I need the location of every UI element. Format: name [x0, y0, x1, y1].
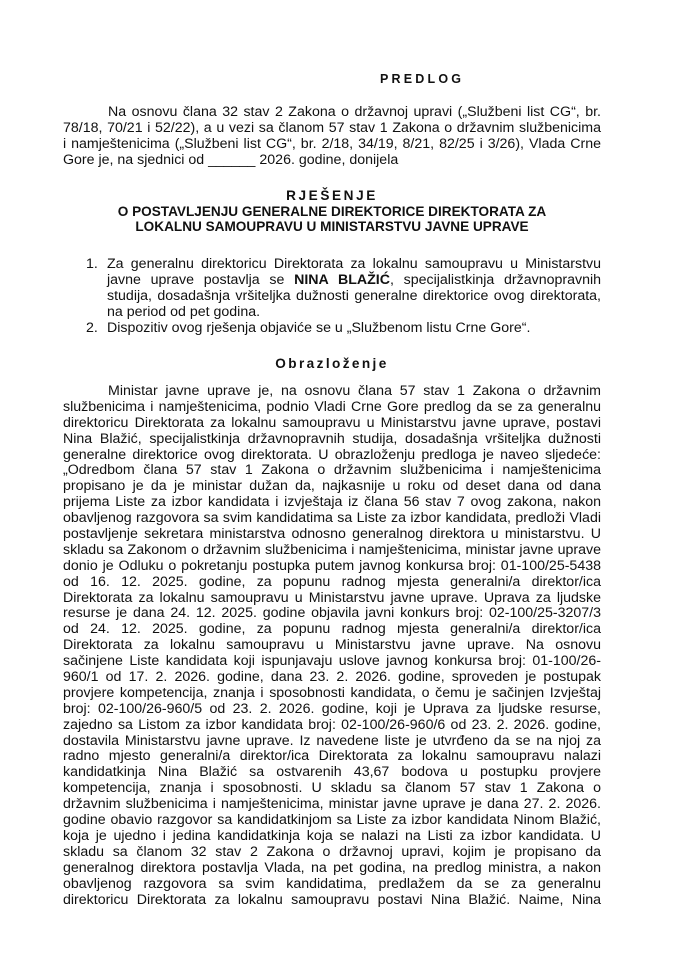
item-line: Dispozitiv ovog rješenja objaviće se u „Službenom listu Crne Gore“.: [107, 320, 531, 336]
decision-title: [63, 188, 601, 235]
decision-item: [86, 320, 601, 336]
reasoning-line: koja je ujedno i jedina kandidatkinja koja se nalazi na Listi za izbor kandidata. U: [63, 827, 601, 844]
reasoning-line: skladu sa Zakonom o državnim službenicima i namještenicima, ministar javne uprave: [63, 541, 601, 558]
reasoning-heading: Obrazloženje: [275, 356, 389, 371]
reasoning-line: državnim službenicima i namještenicima, ministar javne uprave je dana 27. 2. 2026.: [63, 796, 601, 813]
item-line: Za generalnu direktoricu Direktorata za lokalnu samoupravu u Ministarstvu: [107, 256, 601, 272]
reasoning-line: Direktorata za lokalnu samoupravu u Ministarstvu javne uprave. Uprava za ljudske: [63, 589, 601, 606]
item-line: [107, 272, 601, 288]
reasoning-line: godine obavio razgovor sa kandidatkinjom sa Liste za izbor kandidata Ninom Blažić,: [63, 812, 601, 829]
decision-item: [86, 256, 601, 320]
reasoning-line: Direktorata za lokalnu samoupravu u Ministarstvu javne uprave. Na osnovu: [63, 637, 601, 654]
reasoning-line: dostavila Ministarstvu javne uprave. Iz navedene liste je utvrđeno da se na njoj za: [63, 732, 601, 749]
reasoning-line: generalne direktorice ovog direktorata. U obrazloženju predloga je naveo sljedeće:: [63, 446, 601, 463]
reasoning-line: kompetencija, znanja i sposobnosti. U skladu sa članom 57 stav 1 Zakona o: [63, 780, 601, 797]
reasoning-line: provjere kompetencija, znanja i sposobnosti kandidata, o čemu je sačinjen Izvještaj: [63, 684, 601, 701]
item-number: 2.: [86, 320, 98, 336]
preamble-line: Gore je, na sjednici od ______ 2026. godine, donijela: [63, 152, 399, 168]
reasoning-line: direktoricu Direktorata za lokalnu samoupravu u Ministarstvu javne uprave, postavi: [63, 414, 601, 431]
reasoning-line: od 24. 12. 2025. godine, za popunu radnog mjesta generalni/a direktor/ica: [63, 621, 601, 638]
reasoning-line: resurse je dana 24. 12. 2025. godine objavila javni konkurs broj: 02-100/25-3207/3: [63, 605, 601, 622]
reasoning-line: obavljenog razgovora sa svim kandidatima, predlažem da se za generalnu: [63, 875, 601, 892]
reasoning-line: propisano je da je ministar dužan da, najkasnije u roku od deset dana od dana: [63, 478, 601, 495]
reasoning-line: službenicima i namještenicima, podnio Vladi Crne Gore predlog da se za generalnu: [63, 398, 601, 415]
item-line: na period od pet godina.: [107, 304, 261, 320]
preamble-line: i namještenicima („Službeni list CG“, br. 2/18, 34/19, 8/21, 82/25 i 3/26), Vlada Crne: [63, 136, 601, 152]
decision-heading: RJEŠENJE: [286, 188, 378, 203]
reasoning-line: kandidatkinja Nina Blažić sa ostvarenih 43,67 bodova u postupku provjere: [63, 764, 601, 781]
item-number: 1.: [86, 256, 98, 272]
reasoning-line: „Odredbom člana 57 stav 1 Zakona o državnim službenicima i namještenicima: [63, 462, 601, 479]
reasoning-line: sačinjene Liste kandidata koji ispunjavaju uslove javnog konkursa broj: 01-100/26-: [63, 653, 601, 670]
reasoning-line: Nina Blažić, specijalistkinja državnopravnih studija, dosadašnja vršiteljka dužnosti: [63, 430, 601, 447]
reasoning-line: broj: 02-100/26-960/5 od 23. 2. 2026. godine, koji je Uprava za ljudske resurse,: [63, 700, 601, 717]
decision-subtitle-line: O POSTAVLJENJU GENERALNE DIREKTORICE DIREKTORATA ZA: [117, 203, 547, 219]
decision-items-list: [86, 256, 601, 336]
reasoning-line: postavljenje sekretara ministarstva odnosno generalnog direktora u ministarstvu. U: [63, 526, 601, 543]
preamble-line: 78/18, 70/21 i 52/22), a u vezi sa članom 57 stav 1 Zakona o državnim službenicima: [63, 120, 601, 136]
item-text: , specijalistkinja državnopravnih: [389, 272, 602, 288]
reasoning-line: obavljenog razgovora sa svim kandidatima sa Liste za izbor kandidata, predloži Vladi: [63, 510, 601, 527]
reasoning-line: direktoricu Direktorata za lokalnu samoupravu postavi Nina Blažić. Naime, Nina: [63, 891, 601, 908]
reasoning-line: radno mjesto generalni/a direktor/ica Direktorata za lokalnu samoupravu nalazi: [63, 748, 601, 765]
decision-subtitle-line: LOKALNU SAMOUPRAVU U MINISTARSTVU JAVNE UPRAVE: [135, 219, 529, 234]
preamble-line: Na osnovu člana 32 stav 2 Zakona o državnoj upravi („Službeni list CG“, br.: [108, 104, 601, 120]
item-line: studija, dosadašnja vršiteljka dužnosti generalne direktorice ovog direktorata,: [107, 288, 601, 304]
appointee-name: NINA BLAŽIĆ: [294, 272, 390, 288]
reasoning-line: 960/1 od 17. 2. 2026. godine, dana 23. 2. 2026. godine, sproveden je postupak: [63, 669, 601, 686]
reasoning-line: donio je Odluku o pokretanju postupka putem javnog konkursa broj: 01-100/25-5438: [63, 557, 601, 574]
reasoning-line: generalnog direktora postavlja Vlada, na pet godina, na predlog ministra, a nakon: [63, 859, 601, 876]
reasoning-line: skladu sa članom 32 stav 2 Zakona o državnoj upravi, kojim je propisano da: [63, 843, 601, 860]
reasoning-line: prijema Liste za izbor kandidata i izvještaja iz člana 56 stav 7 ovog zakona, nakon: [63, 494, 601, 511]
preamble-paragraph: [63, 104, 601, 168]
item-text: javne uprave postavlja se: [107, 272, 295, 288]
reasoning-line: Ministar javne uprave je, na osnovu člana 57 stav 1 Zakona o državnim: [108, 383, 601, 399]
document-label: PREDLOG: [380, 72, 465, 86]
reasoning-line: od 16. 12. 2025. godine, za popunu radnog mjesta generalni/a direktor/ica: [63, 573, 601, 590]
reasoning-line: zajedno sa Listom za izbor kandidata broj: 02-100/26-960/6 od 23. 2. 2026. godine,: [63, 716, 601, 733]
reasoning-paragraph: [63, 384, 601, 908]
